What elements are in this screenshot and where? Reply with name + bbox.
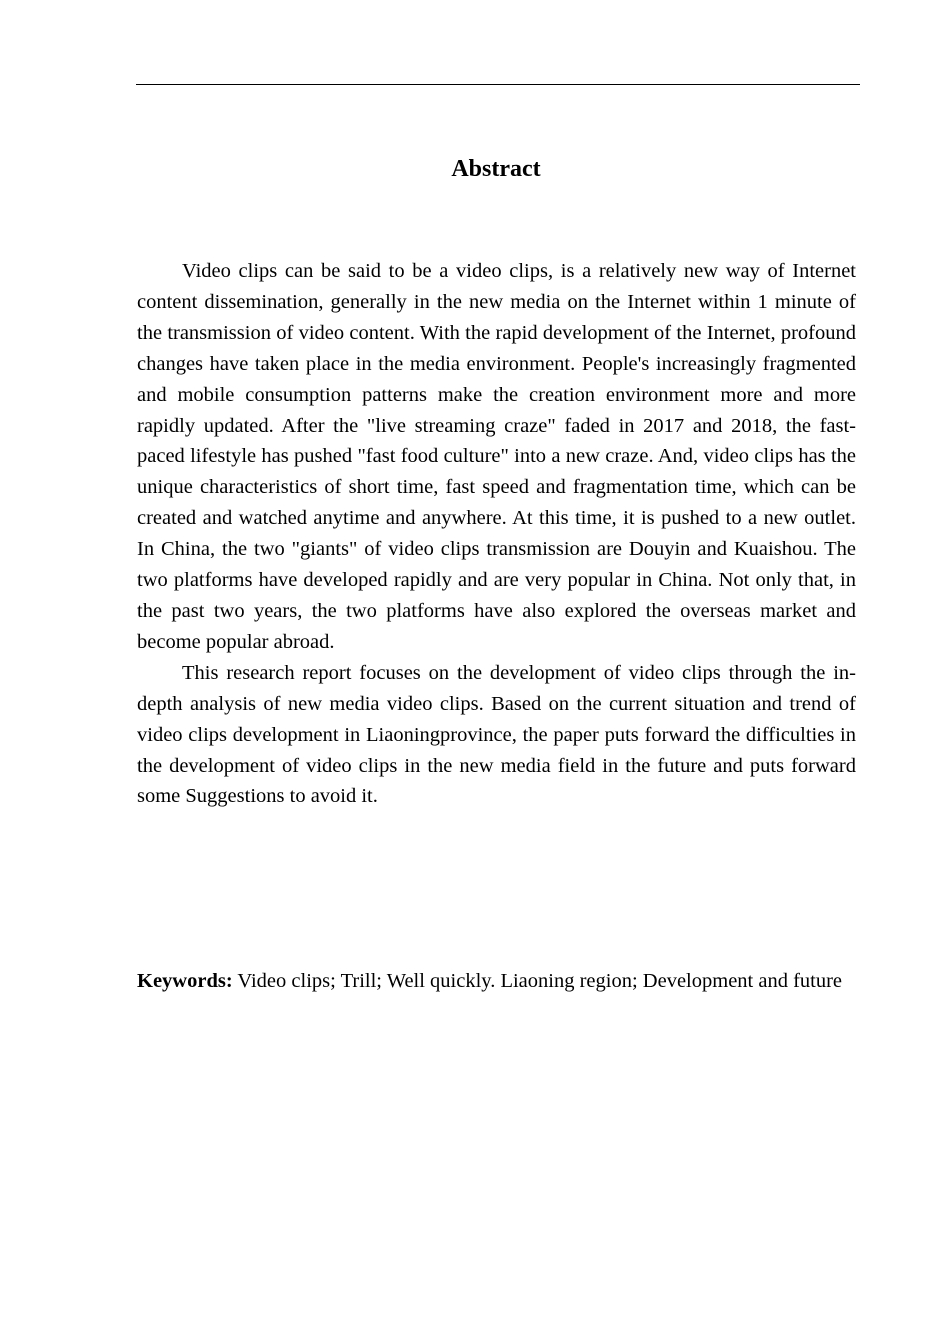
keywords-label: Keywords: — [137, 970, 233, 992]
keywords-line — [137, 966, 856, 997]
abstract-paragraph-1: Video clips can be said to be a video clips, is a relatively new way of Internet content dissemination, generally in the new media on the Internet within 1 minute of the transmission of video content. With the rapid development of the Internet, profound changes have taken place in the media environment. People's increasingly fragmented and mobile consumption patterns make the creation environment more and more rapidly updated. After the "live streaming craze" faded in 2017 and 2018, the fast-paced lifestyle has pushed "fast food culture" into a new craze. And, video clips has the unique characteristics of short time, fast speed and fragmentation time, which can be created and watched anytime and anywhere. At this time, it is pushed to a new outlet. In China, the two "giants" of video clips transmission are Douyin and Kuaishou. The two platforms have developed rapidly and are very popular in China. Not only that, in the past two years, the two platforms have also explored the overseas market and become popular abroad. — [137, 260, 856, 653]
header-rule — [136, 84, 860, 85]
keywords-text: Video clips; Trill; Well quickly. Liaoning region; Development and future — [232, 970, 843, 992]
abstract-title: Abstract — [451, 156, 541, 182]
abstract-paragraph-2: This research report focuses on the development of video clips through the in-depth analysis of new media video clips. Based on the current situation and trend of video clips development in Liaoningprovince, the paper puts forward the difficulties in the development of video clips in the new media field in the future and puts forward some Suggestions to avoid it. — [137, 661, 856, 808]
abstract-body — [137, 256, 856, 812]
